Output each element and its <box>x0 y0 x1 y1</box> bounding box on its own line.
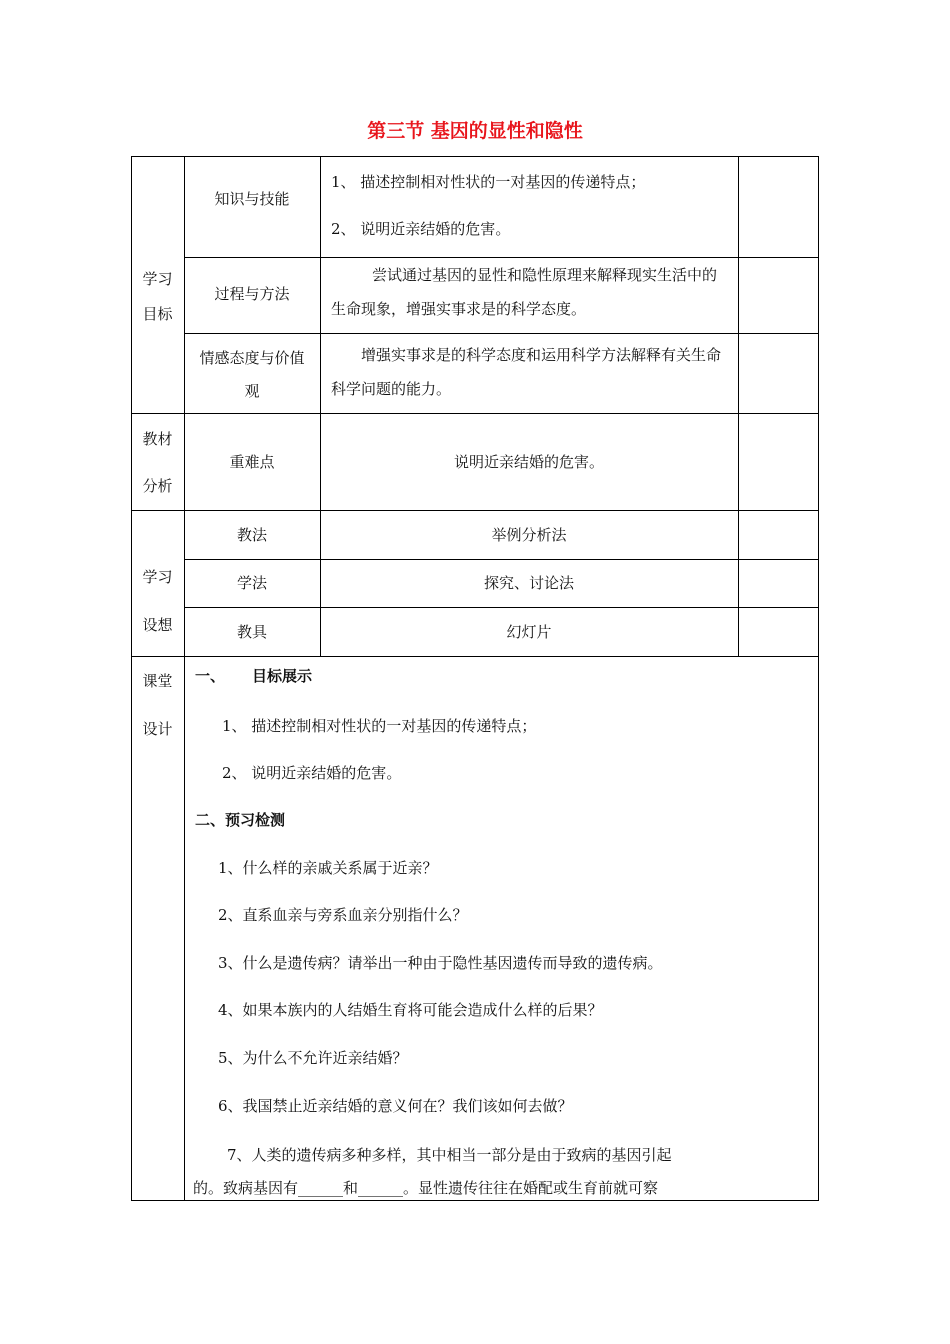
emotion-text: 增强实事求是的科学态度和运用科学方法解释有关生命科学问题的能力。 <box>331 346 722 398</box>
objectives-group-label-1: 学习 <box>142 270 173 288</box>
design-row-label: 学法 <box>236 574 267 592</box>
process-text: 尝试通过基因的显性和隐性原理来解释现实生活中的生命现象，增强实事求是的科学态度。 <box>331 266 718 318</box>
analysis-label: 重难点 <box>229 453 275 471</box>
question-item: 3、什么是遗传病？请举出一种由于隐性基因遗传而导致的遗传病。 <box>218 954 663 972</box>
design-group-label-1: 学习 <box>142 568 173 586</box>
analysis-value: 说明近亲结婚的危害。 <box>453 453 604 471</box>
knowledge-item-2: 2、 说明近亲结婚的危害。 <box>331 220 511 238</box>
classroom-group-label-2: 设计 <box>142 720 173 738</box>
design-group-label-2: 设想 <box>142 616 173 634</box>
design-row-label: 教法 <box>236 526 267 544</box>
analysis-group-label-1: 教材 <box>142 430 173 448</box>
objectives-group-label-2: 目标 <box>142 305 173 323</box>
design-row-value: 举例分析法 <box>491 526 567 544</box>
page-title: 第三节 基因的显性和隐性 <box>367 120 583 142</box>
design-row-value: 幻灯片 <box>506 623 552 641</box>
question-item-7-line-2: 的。致病基因有______和______。显性遗传往往在婚配或生育前就可察 <box>193 1179 659 1197</box>
question-item: 6、我国禁止近亲结婚的意义何在？我们该如何去做？ <box>218 1097 573 1115</box>
goal-item-2: 2、 说明近亲结婚的危害。 <box>222 764 402 782</box>
question-item: 4、如果本族内的人结婚生育将可能会造成什么样的后果？ <box>218 1001 603 1019</box>
goal-item-1: 1、 描述控制相对性状的一对基因的传递特点； <box>222 717 537 735</box>
classroom-group-label-1: 课堂 <box>142 672 173 690</box>
question-item: 1、什么样的亲戚关系属于近亲？ <box>218 859 438 877</box>
question-item-7-line-1: 7、人类的遗传病多种多样，其中相当一部分是由于致病的基因引起 <box>227 1146 672 1164</box>
emotion-label-1: 情感态度与价值 <box>199 349 305 367</box>
design-row-label: 教具 <box>236 623 267 641</box>
analysis-group-label-2: 分析 <box>142 477 173 495</box>
knowledge-label: 知识与技能 <box>214 190 290 208</box>
emotion-label-2: 观 <box>244 382 260 400</box>
section-1-title: 目标展示 <box>252 667 313 685</box>
knowledge-item-1: 1、 描述控制相对性状的一对基因的传递特点； <box>331 173 646 191</box>
process-label: 过程与方法 <box>214 285 290 303</box>
section-2-title: 二、预习检测 <box>195 811 286 829</box>
design-row-value: 探究、讨论法 <box>483 574 574 592</box>
section-1-number: 一、 <box>195 667 226 685</box>
question-item: 2、直系血亲与旁系血亲分别指什么？ <box>218 906 468 924</box>
question-item: 5、为什么不允许近亲结婚？ <box>218 1049 408 1067</box>
